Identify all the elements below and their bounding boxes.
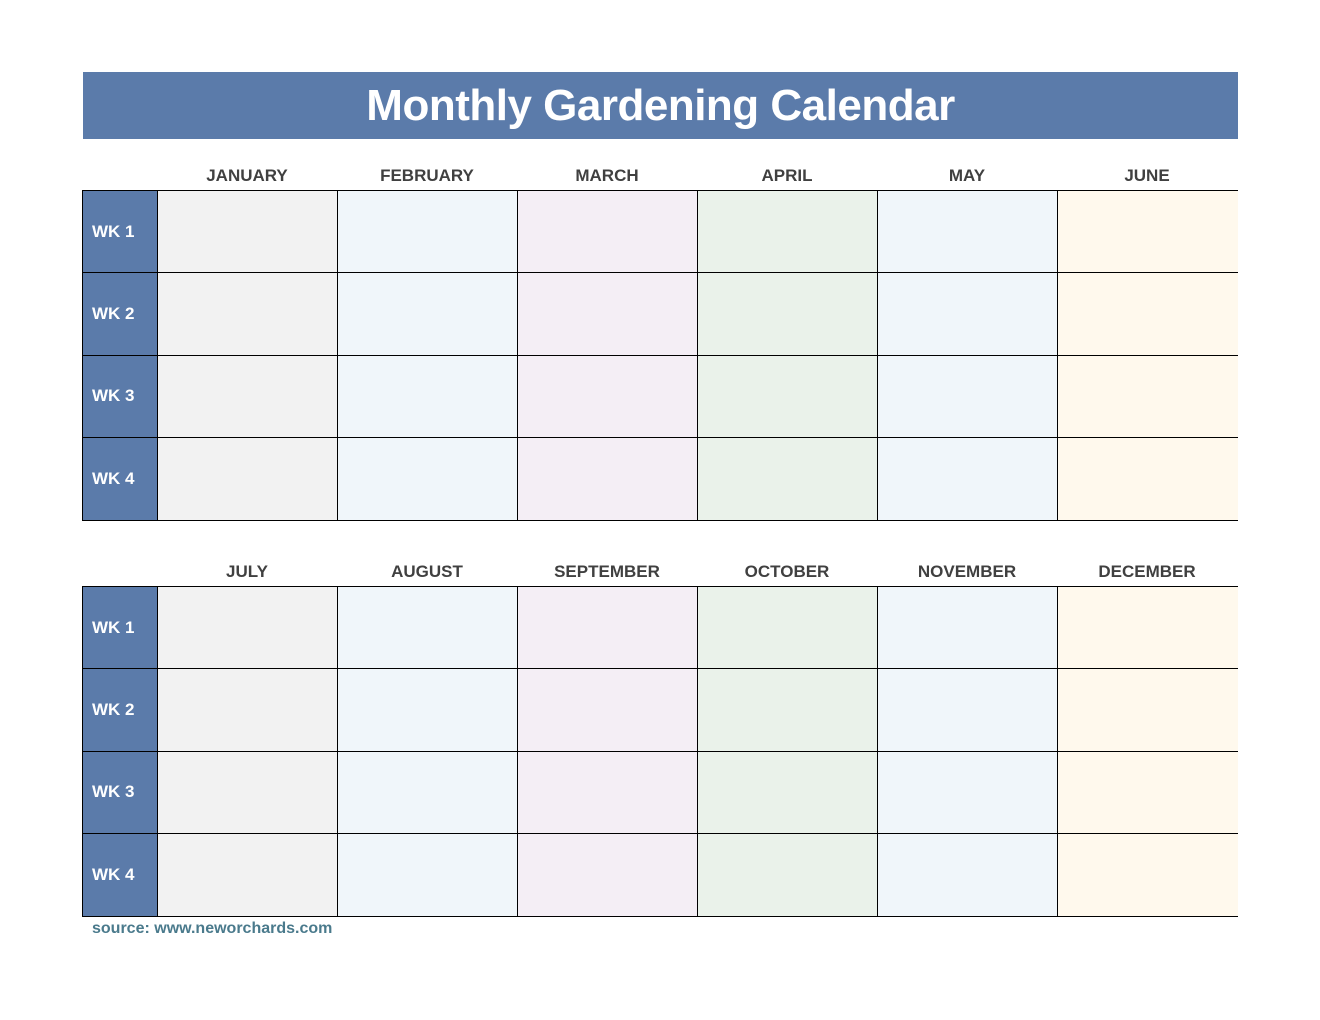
calendar-cell[interactable]	[1058, 438, 1238, 520]
calendar-block-jan-jun	[82, 162, 1238, 521]
calendar-cell[interactable]	[698, 191, 878, 273]
calendar-cell[interactable]	[158, 834, 338, 916]
calendar-cell[interactable]	[338, 752, 518, 834]
month-label-october: OCTOBER	[744, 562, 830, 581]
month-label-january: JANUARY	[206, 166, 288, 185]
week-label-3: WK 3	[83, 356, 158, 438]
calendar-cell[interactable]	[158, 669, 338, 751]
calendar-cell[interactable]	[158, 587, 338, 669]
month-label-december: DECEMBER	[1098, 562, 1196, 581]
calendar-cell[interactable]	[158, 752, 338, 834]
week-label-4: WK 4	[83, 834, 158, 916]
calendar-cell[interactable]	[338, 356, 518, 438]
week-label-2: WK 2	[83, 669, 158, 751]
calendar-cell[interactable]	[338, 669, 518, 751]
calendar-cell[interactable]	[158, 356, 338, 438]
calendar-block-jul-dec	[82, 558, 1238, 917]
calendar-cell[interactable]	[1058, 273, 1238, 355]
page-title: Monthly Gardening Calendar	[83, 72, 1238, 139]
calendar-cell[interactable]	[698, 669, 878, 751]
month-label-april: APRIL	[761, 166, 813, 185]
week-label-3: WK 3	[83, 752, 158, 834]
month-label-june: JUNE	[1124, 166, 1170, 185]
calendar-cell[interactable]	[338, 834, 518, 916]
week-label-2: WK 2	[83, 273, 158, 355]
month-label-september: SEPTEMBER	[554, 562, 660, 581]
calendar-cell[interactable]	[518, 438, 698, 520]
week-label-1: WK 1	[83, 191, 158, 273]
month-label-march: MARCH	[575, 166, 639, 185]
month-label-november: NOVEMBER	[917, 562, 1017, 581]
calendar-grid-jan-jun	[82, 190, 1238, 521]
calendar-cell[interactable]	[1058, 191, 1238, 273]
week-label-1: WK 1	[83, 587, 158, 669]
calendar-cell[interactable]	[698, 438, 878, 520]
calendar-cell[interactable]	[518, 356, 698, 438]
month-header-row	[82, 558, 1238, 586]
source-credit: source: www.neworchards.com	[92, 920, 333, 937]
calendar-cell[interactable]	[338, 191, 518, 273]
calendar-cell[interactable]	[878, 587, 1058, 669]
calendar-cell[interactable]	[878, 273, 1058, 355]
calendar-cell[interactable]	[518, 834, 698, 916]
month-label-may: MAY	[948, 166, 986, 185]
calendar-cell[interactable]	[338, 273, 518, 355]
month-label-july: JULY	[226, 562, 268, 581]
calendar-cell[interactable]	[698, 273, 878, 355]
calendar-cell[interactable]	[878, 669, 1058, 751]
calendar-cell[interactable]	[878, 834, 1058, 916]
calendar-cell[interactable]	[338, 438, 518, 520]
calendar-cell[interactable]	[698, 587, 878, 669]
calendar-grid-jul-dec	[82, 586, 1238, 917]
calendar-cell[interactable]	[878, 356, 1058, 438]
calendar-cell[interactable]	[1058, 356, 1238, 438]
calendar-cell[interactable]	[518, 587, 698, 669]
calendar-cell[interactable]	[698, 356, 878, 438]
calendar-cell[interactable]	[158, 273, 338, 355]
calendar-cell[interactable]	[1058, 834, 1238, 916]
calendar-cell[interactable]	[1058, 669, 1238, 751]
calendar-cell[interactable]	[878, 191, 1058, 273]
month-header-row	[82, 162, 1238, 190]
calendar-cell[interactable]	[338, 587, 518, 669]
calendar-cell[interactable]	[518, 273, 698, 355]
calendar-cell[interactable]	[158, 438, 338, 520]
calendar-cell[interactable]	[518, 191, 698, 273]
calendar-cell[interactable]	[518, 752, 698, 834]
month-label-august: AUGUST	[391, 562, 463, 581]
calendar-cell[interactable]	[698, 752, 878, 834]
calendar-cell[interactable]	[878, 752, 1058, 834]
month-label-february: FEBRUARY	[380, 166, 474, 185]
calendar-cell[interactable]	[1058, 752, 1238, 834]
calendar-cell[interactable]	[158, 191, 338, 273]
calendar-cell[interactable]	[878, 438, 1058, 520]
calendar-cell[interactable]	[1058, 587, 1238, 669]
week-label-4: WK 4	[83, 438, 158, 520]
calendar-cell[interactable]	[518, 669, 698, 751]
calendar-cell[interactable]	[698, 834, 878, 916]
